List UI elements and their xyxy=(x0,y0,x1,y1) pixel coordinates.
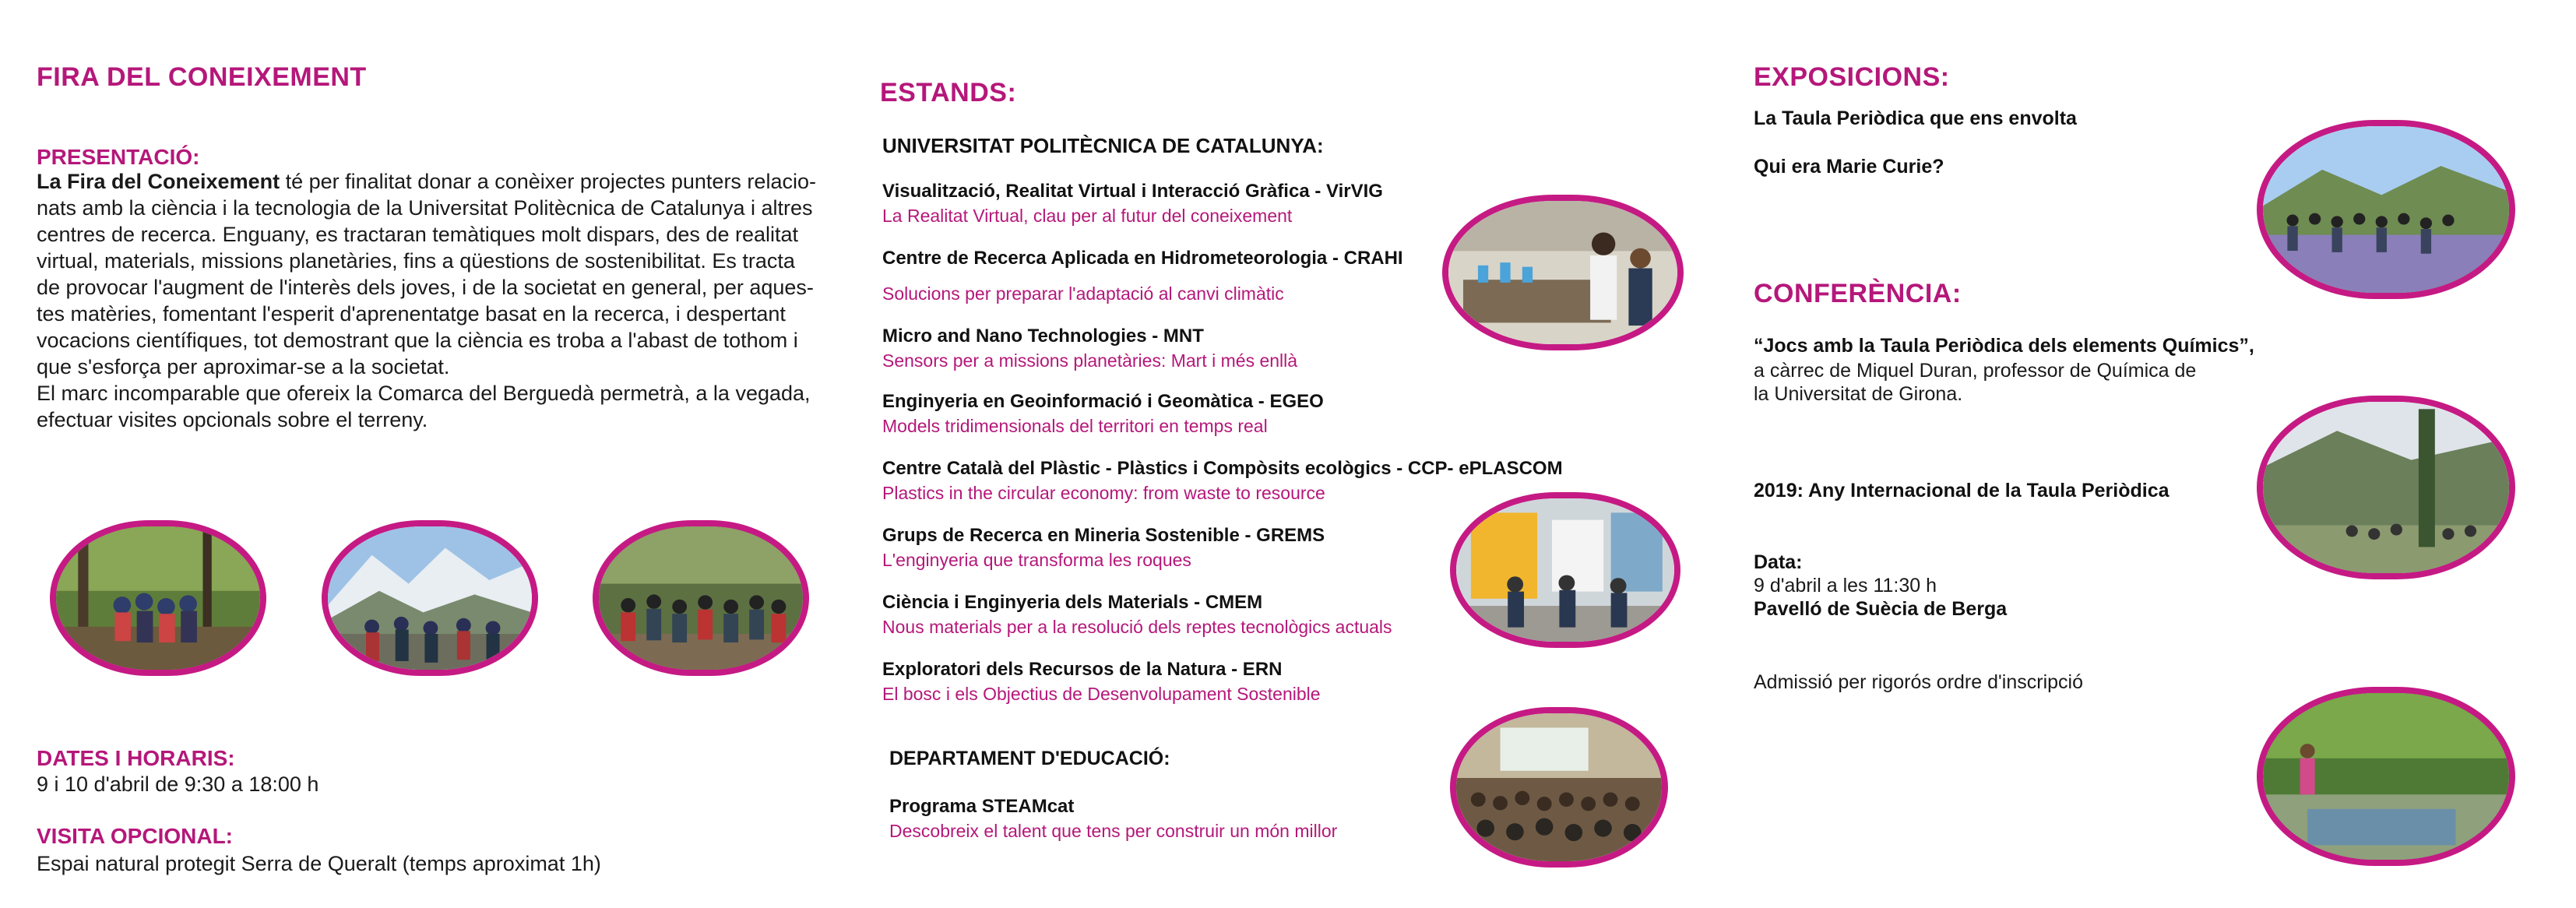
stand-subtitle: El bosc i els Objectius de Desenvolupament Sostenible xyxy=(882,684,1321,704)
admission-note: Admissió per rigorós ordre d'inscripció xyxy=(1754,671,2083,693)
expo-item: Qui era Marie Curie? xyxy=(1754,156,1944,178)
upc-heading: UNIVERSITAT POLITÈCNICA DE CATALUNYA: xyxy=(882,134,1324,157)
page-title: FIRA DEL CONEIXEMENT xyxy=(37,62,367,92)
conference-affiliation: la Universitat de Girona. xyxy=(1754,383,1963,405)
stand-subtitle: Plastics in the circular economy: from waste to resource xyxy=(882,483,1325,503)
stand-item xyxy=(882,391,1324,437)
stand-title: Grups de Recerca en Mineria Sostenible - GREMS xyxy=(882,525,1325,546)
paragraph-line: nats amb la ciència i la tecnologia de la Universitat Politècnica de Catalunya i altres xyxy=(37,196,813,220)
dates-heading: DATES I HORARIS: xyxy=(37,746,235,770)
stand-subtitle: L'enginyeria que transforma les roques xyxy=(882,550,1191,570)
visit-text: Espai natural protegit Serra de Queralt (temps aproximat 1h) xyxy=(37,852,601,875)
stand-item xyxy=(882,248,1403,304)
stand-title: Exploratori dels Recursos de la Natura - ERN xyxy=(882,659,1283,680)
stand-item xyxy=(882,659,1321,705)
paragraph-line: tes matèries, fomentant l'esperit d'aprenentatge basat en la recerca, i despertant xyxy=(37,302,786,326)
stand-item xyxy=(882,592,1392,638)
visit-heading: VISITA OPCIONAL: xyxy=(37,824,233,848)
stand-subtitle: Models tridimensionals del territori en temps real xyxy=(882,416,1268,436)
paragraph-line: efectuar visites opcionals sobre el terreny. xyxy=(37,408,428,431)
estands-heading: ESTANDS: xyxy=(880,78,1017,107)
conference-title: “Jocs amb la Taula Periòdica dels elements Químics”, xyxy=(1754,335,2254,357)
year-line: 2019: Any Internacional de la Taula Periòdica xyxy=(1754,480,2170,502)
crowd-outdoor-photo xyxy=(593,520,809,676)
mountain-group-photo xyxy=(322,520,538,676)
exposicions-heading: EXPOSICIONS: xyxy=(1754,62,1950,92)
stream-photo xyxy=(2257,687,2515,866)
forest-group-photo xyxy=(50,520,266,676)
presentacio-heading: PRESENTACIÓ: xyxy=(37,145,200,169)
hiking-group-photo xyxy=(2257,120,2515,299)
venue: Pavelló de Suècia de Berga xyxy=(1754,598,2008,620)
stand-title: Visualització, Realitat Virtual i Interacció Gràfica - VirVIG xyxy=(882,181,1383,202)
conference-speaker: a càrrec de Miquel Duran, professor de Química de xyxy=(1754,360,2197,382)
stand-title: Micro and Nano Technologies - MNT xyxy=(882,326,1204,347)
stand-title: Centre Català del Plàstic - Plàstics i Compòsits ecològics - CCP- ePLASCOM xyxy=(882,458,1563,479)
paragraph-line: centres de recerca. Enguany, es tractaran temàtiques molt dispars, des de realitat xyxy=(37,223,798,246)
presentation-paragraph xyxy=(37,168,831,433)
edu-heading: DEPARTAMENT D'EDUCACIÓ: xyxy=(889,748,1170,769)
data-label: Data: xyxy=(1754,551,1803,573)
edu-program-subtitle: Descobreix el talent que tens per construir un món millor xyxy=(889,821,1338,841)
lab-demo-photo xyxy=(1442,195,1684,350)
stand-subtitle: Sensors per a missions planetàries: Mart i més enllà xyxy=(882,350,1298,371)
edu-program xyxy=(889,796,1337,842)
edu-program-title: Programa STEAMcat xyxy=(889,796,1075,817)
stand-subtitle: Nous materials per a la resolució dels reptes tecnològics actuals xyxy=(882,617,1392,637)
auditorium-photo xyxy=(1450,707,1668,868)
stand-title: Enginyeria en Geoinformació i Geomàtica - EGEO xyxy=(882,391,1324,412)
paragraph-line: vocacions científiques, tot demostrant que la ciència es troba a l'abast de tothom i xyxy=(37,329,798,352)
stand-subtitle: La Realitat Virtual, clau per al futur del coneixement xyxy=(882,206,1293,226)
dates-text: 9 i 10 d'abril de 9:30 a 18:00 h xyxy=(37,773,319,796)
expo-item: La Taula Periòdica que ens envolta xyxy=(1754,107,2077,129)
paragraph-line: virtual, materials, missions planetàries, fins a qüestions de sostenibilitat. Es tracta xyxy=(37,249,795,273)
paragraph-line: El marc incomparable que ofereix la Comarca del Berguedà permetrà, a la vegada, xyxy=(37,382,811,405)
valley-group-photo xyxy=(2257,396,2515,579)
stand-item xyxy=(882,525,1325,571)
paragraph-line: La Fira del Coneixement té per finalitat donar a conèixer projectes punters relacio- xyxy=(37,170,816,193)
stand-item xyxy=(882,458,1563,504)
stand-title: Ciència i Enginyeria dels Materials - CMEM xyxy=(882,592,1263,613)
data-value: 9 d'abril a les 11:30 h xyxy=(1754,575,1937,597)
intro-lead: La Fira del Coneixement xyxy=(37,170,280,193)
stand-subtitle: Solucions per preparar l'adaptació al canvi climàtic xyxy=(882,283,1284,304)
conferencia-heading: CONFERÈNCIA: xyxy=(1754,279,1962,308)
paragraph-line: que s'esforça per aproximar-se a la societat. xyxy=(37,355,450,378)
paragraph-line: de provocar l'augment de l'interès dels joves, i de la societat en general, per aques- xyxy=(37,276,814,299)
exhibition-stand-photo xyxy=(1450,492,1680,648)
stand-item xyxy=(882,326,1297,371)
stand-item xyxy=(882,181,1383,227)
stand-title: Centre de Recerca Aplicada en Hidrometeorologia - CRAHI xyxy=(882,248,1403,269)
